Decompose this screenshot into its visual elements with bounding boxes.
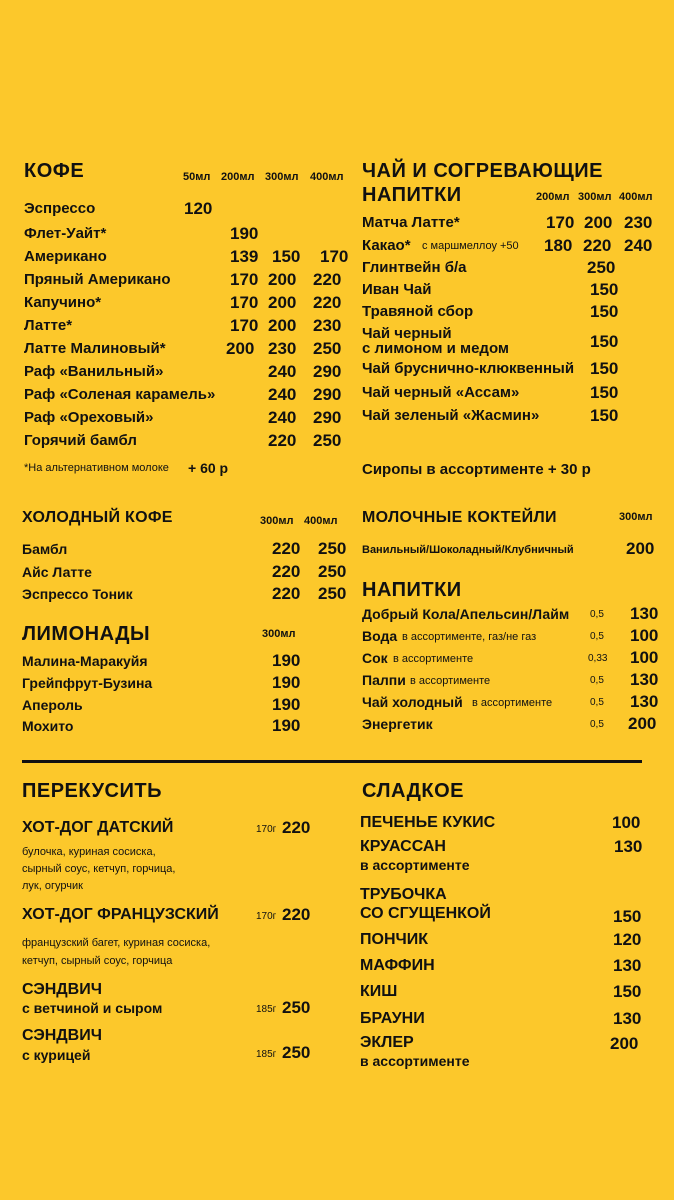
list-item: Горячий бамбл bbox=[24, 432, 137, 449]
price: 250 bbox=[318, 584, 347, 603]
list-item: ТРУБОЧКА bbox=[360, 886, 447, 903]
price: 130 bbox=[614, 837, 643, 856]
price: 240 bbox=[624, 236, 653, 255]
price: 190 bbox=[272, 716, 301, 735]
price: 200 bbox=[584, 213, 613, 232]
list-item: Иван Чай bbox=[362, 281, 432, 298]
list-item: Какао* bbox=[362, 237, 411, 254]
item-description: лук, огурчик bbox=[22, 880, 83, 892]
list-item: КИШ bbox=[360, 983, 398, 1000]
item-description: французский багет, куриная сосиска, bbox=[22, 937, 211, 949]
milkshakes-title: МОЛОЧНЫЕ КОКТЕЙЛИ bbox=[362, 509, 557, 526]
price: 120 bbox=[184, 199, 213, 218]
tea-title-line1: ЧАЙ И СОГРЕВАЮЩИЕ bbox=[362, 160, 603, 182]
coffee-col-300: 300мл bbox=[265, 171, 299, 183]
snacks-title: ПЕРЕКУСИТЬ bbox=[22, 780, 162, 802]
list-item: Мохито bbox=[22, 718, 74, 734]
price: 150 bbox=[590, 302, 619, 321]
list-item: Раф «Ореховый» bbox=[24, 409, 154, 426]
price: 150 bbox=[590, 383, 619, 402]
price: 240 bbox=[268, 362, 297, 381]
list-item: Пряный Американо bbox=[24, 271, 171, 288]
list-item: МАФФИН bbox=[360, 957, 435, 974]
price: 170 bbox=[230, 270, 259, 289]
price: 290 bbox=[313, 385, 342, 404]
list-item: Американо bbox=[24, 248, 107, 265]
price: 100 bbox=[612, 813, 641, 832]
list-item: СЭНДВИЧ bbox=[22, 981, 102, 998]
list-item-note: в ассортименте bbox=[410, 675, 491, 687]
tea-col-400: 400мл bbox=[619, 191, 653, 203]
price: 230 bbox=[624, 213, 653, 232]
item-description: сырный соус, кетчуп, горчица, bbox=[22, 863, 176, 875]
price: 230 bbox=[268, 339, 297, 358]
price: 150 bbox=[613, 907, 642, 926]
price: 190 bbox=[272, 695, 301, 714]
price: 130 bbox=[613, 1009, 642, 1028]
alt-milk-price: + 60 р bbox=[188, 460, 229, 476]
list-item: Глинтвейн б/а bbox=[362, 259, 467, 276]
list-item-sub: с курицей bbox=[22, 1047, 91, 1063]
list-item: Айс Латте bbox=[22, 564, 92, 580]
list-item: Эспрессо bbox=[24, 200, 96, 217]
list-item: Латте* bbox=[24, 317, 73, 334]
price: 220 bbox=[583, 236, 612, 255]
lemonades-col-300: 300мл bbox=[262, 628, 296, 640]
price: 200 bbox=[268, 293, 297, 312]
price: 240 bbox=[268, 408, 297, 427]
coffee-col-400: 400мл bbox=[310, 171, 344, 183]
list-item: Добрый Кола/Апельсин/Лайм bbox=[362, 606, 570, 622]
price: 250 bbox=[282, 998, 311, 1017]
price: 250 bbox=[313, 339, 342, 358]
list-item: Раф «Соленая карамель» bbox=[24, 386, 216, 403]
list-item-note: в ассортименте, газ/не газ bbox=[402, 631, 537, 643]
list-item: Чай черный «Ассам» bbox=[362, 384, 520, 401]
list-item-sub: с ветчиной и сыром bbox=[22, 1000, 163, 1016]
volume: 0,5 bbox=[590, 719, 604, 730]
list-item: Малина-Маракуйя bbox=[22, 653, 148, 669]
price: 100 bbox=[630, 626, 659, 645]
list-item-note: в ассортименте bbox=[472, 697, 553, 709]
cocoa-marshmallow-note: с маршмеллоу +50 bbox=[422, 240, 519, 252]
price: 150 bbox=[590, 332, 619, 351]
price: 150 bbox=[590, 359, 619, 378]
price: 130 bbox=[630, 604, 659, 623]
price: 150 bbox=[590, 280, 619, 299]
list-item: ХОТ-ДОГ ФРАНЦУЗСКИЙ bbox=[22, 906, 219, 923]
price: 190 bbox=[272, 651, 301, 670]
price: 190 bbox=[272, 673, 301, 692]
list-item: Грейпфрут-Бузина bbox=[22, 675, 153, 691]
cold-coffee-col-400: 400мл bbox=[304, 515, 338, 527]
price: 220 bbox=[268, 431, 297, 450]
coffee-col-50: 50мл bbox=[183, 171, 211, 183]
milkshake-flavors: Ванильный/Шоколадный/Клубничный bbox=[362, 544, 574, 556]
list-item: ПЕЧЕНЬЕ КУКИС bbox=[360, 814, 496, 831]
price: 250 bbox=[318, 539, 347, 558]
price: 250 bbox=[318, 562, 347, 581]
price: 200 bbox=[268, 316, 297, 335]
list-item: Сок bbox=[362, 650, 388, 666]
list-item: Чай черный bbox=[362, 325, 452, 342]
list-item-sub: в ассортименте bbox=[360, 857, 470, 873]
list-item: Энергетик bbox=[362, 716, 433, 732]
price: 180 bbox=[544, 236, 573, 255]
price: 100 bbox=[630, 648, 659, 667]
price: 220 bbox=[313, 270, 342, 289]
tea-col-200: 200мл bbox=[536, 191, 570, 203]
item-description: кетчуп, сырный соус, горчица bbox=[22, 955, 173, 967]
price: 240 bbox=[268, 385, 297, 404]
section-divider bbox=[22, 760, 642, 763]
cold-coffee-title: ХОЛОДНЫЙ КОФЕ bbox=[22, 509, 173, 526]
list-item: Латте Малиновый* bbox=[24, 340, 166, 357]
tea-title-line2: НАПИТКИ bbox=[362, 184, 462, 206]
price: 220 bbox=[282, 818, 311, 837]
price: 220 bbox=[272, 584, 301, 603]
list-item: ЭКЛЕР bbox=[360, 1034, 414, 1051]
coffee-title: КОФЕ bbox=[24, 160, 85, 182]
price: 200 bbox=[626, 539, 655, 558]
price: 200 bbox=[628, 714, 657, 733]
list-item: Эспрессо Тоник bbox=[22, 586, 133, 602]
price: 200 bbox=[268, 270, 297, 289]
price: 220 bbox=[272, 562, 301, 581]
price: 170 bbox=[546, 213, 575, 232]
list-item: Чай зеленый «Жасмин» bbox=[362, 407, 540, 424]
item-description: булочка, куриная сосиска, bbox=[22, 846, 156, 858]
price: 250 bbox=[587, 258, 616, 277]
lemonades-title: ЛИМОНАДЫ bbox=[22, 623, 151, 645]
list-item: Бамбл bbox=[22, 541, 68, 557]
price: 120 bbox=[613, 930, 642, 949]
price: 190 bbox=[230, 224, 259, 243]
price: 290 bbox=[313, 408, 342, 427]
list-item: Палпи bbox=[362, 672, 406, 688]
list-item: Вода bbox=[362, 628, 398, 644]
volume: 0,5 bbox=[590, 609, 604, 620]
list-item: Капучино* bbox=[24, 294, 102, 311]
price: 220 bbox=[313, 293, 342, 312]
price: 130 bbox=[630, 692, 659, 711]
list-item-sub: СО СГУЩЕНКОЙ bbox=[360, 905, 491, 922]
volume: 0,5 bbox=[590, 675, 604, 686]
price: 250 bbox=[313, 431, 342, 450]
weight: 185г bbox=[256, 1049, 277, 1060]
list-item: СЭНДВИЧ bbox=[22, 1027, 102, 1044]
price: 200 bbox=[610, 1034, 639, 1053]
price: 250 bbox=[282, 1043, 311, 1062]
list-item: Травяной сбор bbox=[362, 303, 474, 320]
syrups-note: Сиропы в ассортименте + 30 р bbox=[362, 461, 591, 478]
price: 220 bbox=[272, 539, 301, 558]
price: 200 bbox=[226, 339, 255, 358]
price: 150 bbox=[613, 982, 642, 1001]
price: 220 bbox=[282, 905, 311, 924]
price: 150 bbox=[272, 247, 301, 266]
list-item: БРАУНИ bbox=[360, 1010, 425, 1027]
list-item-note: в ассортименте bbox=[393, 653, 474, 665]
list-item: Матча Латте* bbox=[362, 214, 460, 231]
price: 139 bbox=[230, 247, 259, 266]
price: 290 bbox=[313, 362, 342, 381]
list-item-sub: с лимоном и медом bbox=[362, 340, 510, 357]
weight: 185г bbox=[256, 1004, 277, 1015]
price: 170 bbox=[230, 316, 259, 335]
volume: 0,5 bbox=[590, 697, 604, 708]
list-item: Флет-Уайт* bbox=[24, 225, 107, 242]
list-item: Апероль bbox=[22, 697, 83, 713]
alt-milk-note: *На альтернативном молоке bbox=[24, 462, 169, 474]
price: 150 bbox=[590, 406, 619, 425]
sweets-title: СЛАДКОЕ bbox=[362, 780, 465, 802]
tea-col-300: 300мл bbox=[578, 191, 612, 203]
coffee-col-200: 200мл bbox=[221, 171, 255, 183]
list-item-sub: в ассортименте bbox=[360, 1053, 470, 1069]
list-item: ПОНЧИК bbox=[360, 931, 429, 948]
price: 230 bbox=[313, 316, 342, 335]
list-item: Раф «Ванильный» bbox=[24, 363, 164, 380]
price: 130 bbox=[613, 956, 642, 975]
price: 170 bbox=[230, 293, 259, 312]
list-item: Чай холодный bbox=[362, 694, 463, 710]
milkshakes-col-300: 300мл bbox=[619, 511, 653, 523]
list-item: ХОТ-ДОГ ДАТСКИЙ bbox=[22, 819, 174, 836]
cold-coffee-col-300: 300мл bbox=[260, 515, 294, 527]
list-item: Чай бруснично-клюквенный bbox=[362, 360, 575, 377]
price: 170 bbox=[320, 247, 349, 266]
volume: 0,33 bbox=[588, 653, 608, 664]
weight: 170г bbox=[256, 824, 277, 835]
price: 130 bbox=[630, 670, 659, 689]
weight: 170г bbox=[256, 911, 277, 922]
drinks-title: НАПИТКИ bbox=[362, 579, 462, 601]
volume: 0,5 bbox=[590, 631, 604, 642]
list-item: КРУАССАН bbox=[360, 838, 446, 855]
